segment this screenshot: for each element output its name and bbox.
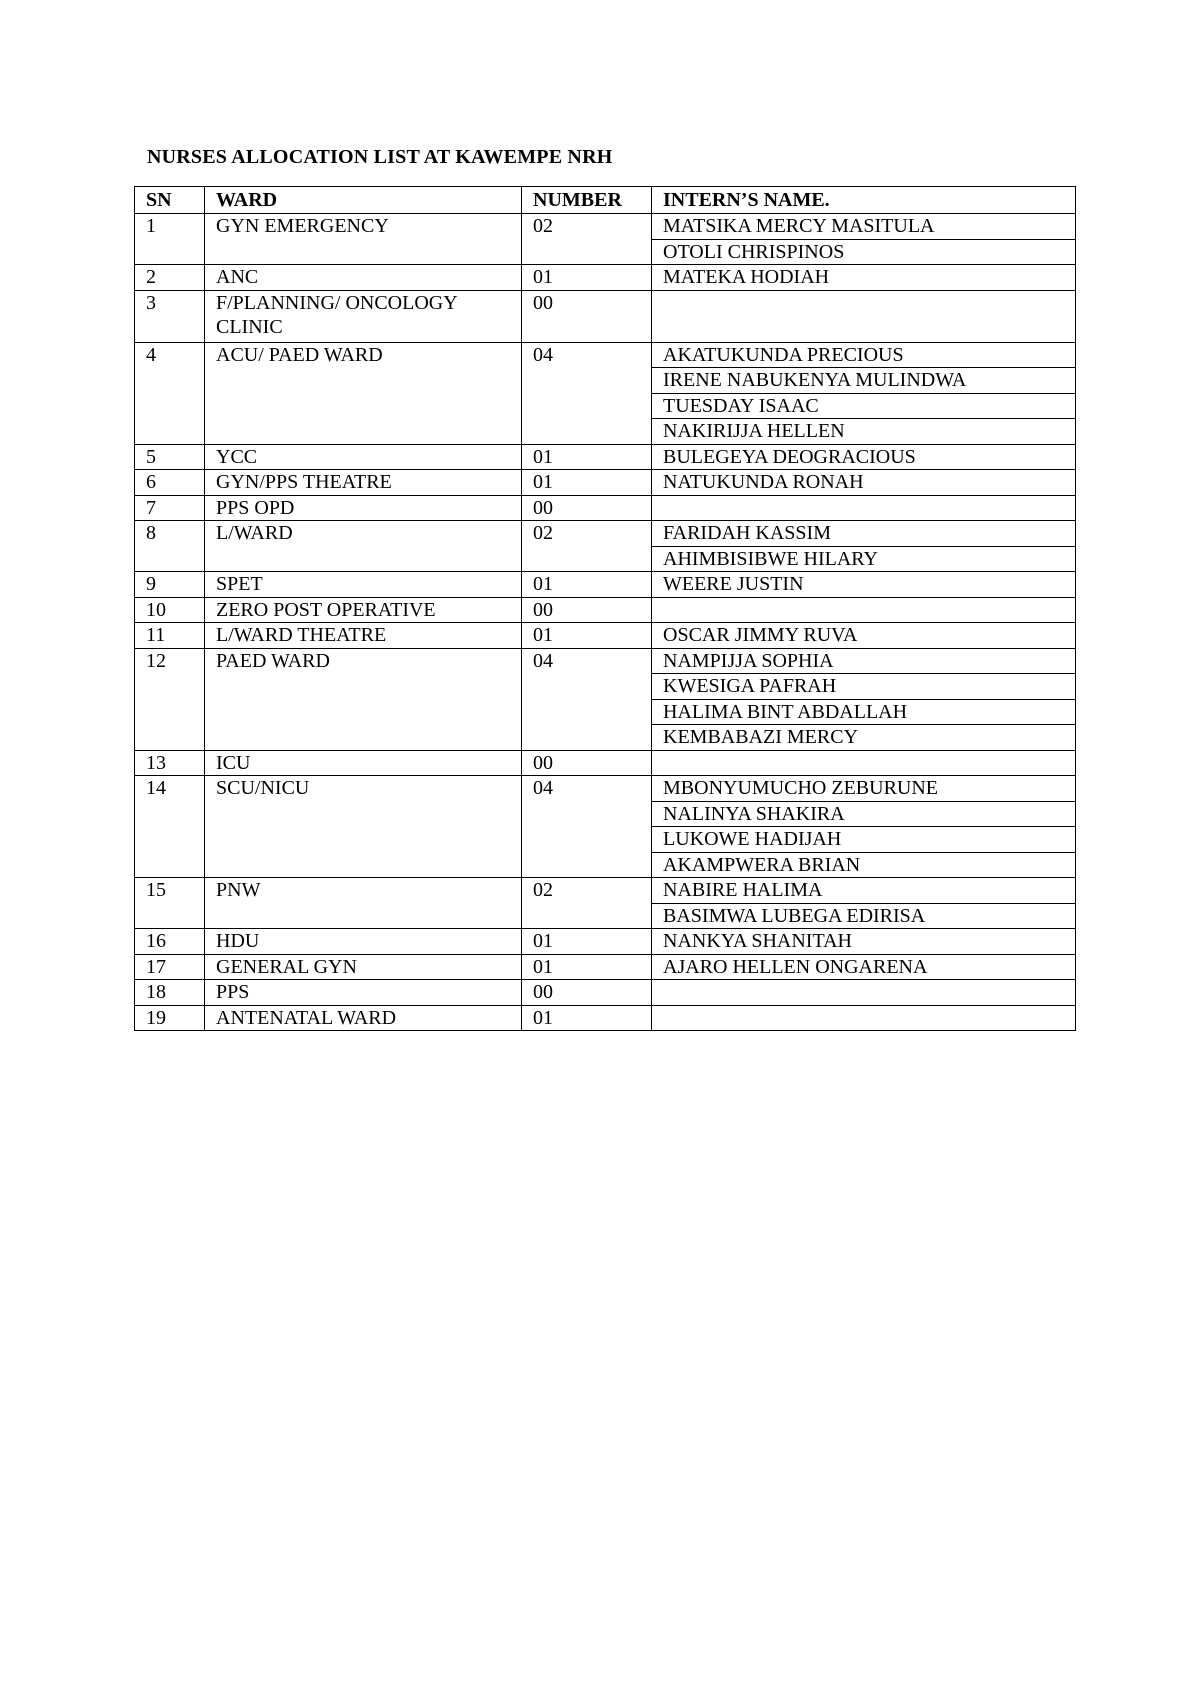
number-cell: 01 (522, 1005, 652, 1031)
number-cell: 02 (522, 521, 652, 572)
ward-cell: L/WARD THEATRE (205, 623, 522, 649)
number-cell: 04 (522, 776, 652, 878)
ward-cell: PNW (205, 878, 522, 929)
sn-cell: 17 (135, 954, 205, 980)
table-row (135, 265, 1076, 291)
table-row (135, 495, 1076, 521)
table-row (135, 470, 1076, 496)
table-body (135, 214, 1076, 1031)
intern-name-cell: TUESDAY ISAAC (652, 393, 1076, 419)
intern-name-cell: NALINYA SHAKIRA (652, 801, 1076, 827)
number-cell: 02 (522, 214, 652, 265)
number-cell: 01 (522, 954, 652, 980)
sn-cell: 12 (135, 648, 205, 750)
intern-name-cell (652, 290, 1076, 342)
header-intern-name: INTERN’S NAME. (652, 187, 1076, 214)
number-cell: 00 (522, 495, 652, 521)
sn-cell: 4 (135, 342, 205, 444)
header-row (135, 187, 1076, 214)
sn-cell: 7 (135, 495, 205, 521)
table-header (135, 187, 1076, 214)
intern-name-cell (652, 750, 1076, 776)
sn-cell: 5 (135, 444, 205, 470)
intern-name-cell: OTOLI CHRISPINOS (652, 239, 1076, 265)
number-cell: 01 (522, 470, 652, 496)
header-sn: SN (135, 187, 205, 214)
number-cell: 01 (522, 623, 652, 649)
intern-name-cell: NANKYA SHANITAH (652, 929, 1076, 955)
sn-cell: 16 (135, 929, 205, 955)
number-cell: 00 (522, 290, 652, 342)
intern-name-cell: NABIRE HALIMA (652, 878, 1076, 904)
table-row (135, 521, 1076, 547)
intern-name-cell: AHIMBISIBWE HILARY (652, 546, 1076, 572)
sn-cell: 8 (135, 521, 205, 572)
intern-name-cell: LUKOWE HADIJAH (652, 827, 1076, 853)
ward-cell: HDU (205, 929, 522, 955)
ward-cell: GYN EMERGENCY (205, 214, 522, 265)
table-row (135, 878, 1076, 904)
ward-cell: L/WARD (205, 521, 522, 572)
sn-cell: 15 (135, 878, 205, 929)
number-cell: 01 (522, 929, 652, 955)
intern-name-cell: MATEKA HODIAH (652, 265, 1076, 291)
number-cell: 01 (522, 444, 652, 470)
ward-cell: GYN/PPS THEATRE (205, 470, 522, 496)
table-row (135, 648, 1076, 674)
table-row (135, 444, 1076, 470)
table-row (135, 597, 1076, 623)
intern-name-cell: AJARO HELLEN ONGARENA (652, 954, 1076, 980)
intern-name-cell: NAKIRIJJA HELLEN (652, 419, 1076, 445)
ward-cell: ICU (205, 750, 522, 776)
intern-name-cell: MBONYUMUCHO ZEBURUNE (652, 776, 1076, 802)
intern-name-cell: HALIMA BINT ABDALLAH (652, 699, 1076, 725)
sn-cell: 2 (135, 265, 205, 291)
table-row (135, 342, 1076, 368)
ward-cell: F/PLANNING/ ONCOLOGY CLINIC (205, 290, 522, 342)
table-row (135, 1005, 1076, 1031)
intern-name-cell (652, 980, 1076, 1006)
table-row (135, 776, 1076, 802)
header-number: NUMBER (522, 187, 652, 214)
ward-cell: PPS OPD (205, 495, 522, 521)
intern-name-cell: KEMBABAZI MERCY (652, 725, 1076, 751)
sn-cell: 3 (135, 290, 205, 342)
number-cell: 04 (522, 342, 652, 444)
intern-name-cell: FARIDAH KASSIM (652, 521, 1076, 547)
number-cell: 00 (522, 750, 652, 776)
intern-name-cell: WEERE JUSTIN (652, 572, 1076, 598)
table-row (135, 750, 1076, 776)
ward-cell: PPS (205, 980, 522, 1006)
intern-name-cell (652, 495, 1076, 521)
sn-cell: 19 (135, 1005, 205, 1031)
sn-cell: 14 (135, 776, 205, 878)
number-cell: 01 (522, 265, 652, 291)
intern-name-cell (652, 597, 1076, 623)
intern-name-cell: AKAMPWERA BRIAN (652, 852, 1076, 878)
intern-name-cell: BULEGEYA DEOGRACIOUS (652, 444, 1076, 470)
table-row (135, 954, 1076, 980)
table-row (135, 623, 1076, 649)
table-row (135, 290, 1076, 342)
number-cell: 00 (522, 597, 652, 623)
number-cell: 01 (522, 572, 652, 598)
table-row (135, 214, 1076, 240)
intern-name-cell (652, 1005, 1076, 1031)
sn-cell: 10 (135, 597, 205, 623)
intern-name-cell: IRENE NABUKENYA MULINDWA (652, 368, 1076, 394)
sn-cell: 13 (135, 750, 205, 776)
header-ward: WARD (205, 187, 522, 214)
ward-cell: GENERAL GYN (205, 954, 522, 980)
ward-cell: SPET (205, 572, 522, 598)
intern-name-cell: NATUKUNDA RONAH (652, 470, 1076, 496)
sn-cell: 1 (135, 214, 205, 265)
ward-cell: YCC (205, 444, 522, 470)
intern-name-cell: MATSIKA MERCY MASITULA (652, 214, 1076, 240)
number-cell: 04 (522, 648, 652, 750)
intern-name-cell: BASIMWA LUBEGA EDIRISA (652, 903, 1076, 929)
ward-cell: SCU/NICU (205, 776, 522, 878)
intern-name-cell: OSCAR JIMMY RUVA (652, 623, 1076, 649)
document-title: NURSES ALLOCATION LIST AT KAWEMPE NRH (147, 146, 613, 168)
ward-cell: ANC (205, 265, 522, 291)
table-row (135, 572, 1076, 598)
ward-cell: ZERO POST OPERATIVE (205, 597, 522, 623)
sn-cell: 6 (135, 470, 205, 496)
number-cell: 02 (522, 878, 652, 929)
intern-name-cell: NAMPIJJA SOPHIA (652, 648, 1076, 674)
table-row (135, 980, 1076, 1006)
table-row (135, 929, 1076, 955)
allocation-table (134, 186, 1076, 1031)
ward-cell: ANTENATAL WARD (205, 1005, 522, 1031)
intern-name-cell: AKATUKUNDA PRECIOUS (652, 342, 1076, 368)
ward-cell: PAED WARD (205, 648, 522, 750)
number-cell: 00 (522, 980, 652, 1006)
sn-cell: 11 (135, 623, 205, 649)
sn-cell: 9 (135, 572, 205, 598)
ward-cell: ACU/ PAED WARD (205, 342, 522, 444)
sn-cell: 18 (135, 980, 205, 1006)
intern-name-cell: KWESIGA PAFRAH (652, 674, 1076, 700)
